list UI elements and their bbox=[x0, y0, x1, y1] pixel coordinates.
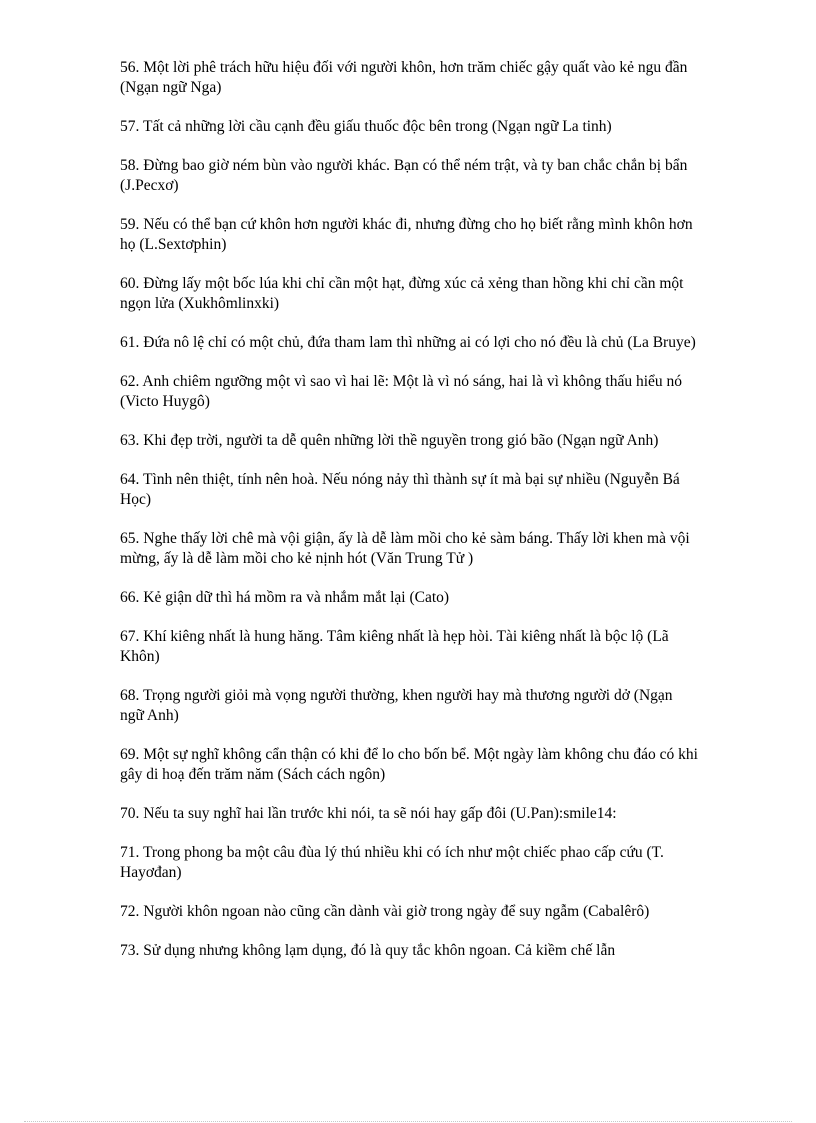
quote-list bbox=[120, 58, 700, 980]
quote-61: 61. Đứa nô lệ chỉ có một chủ, đứa tham lam thì những ai có lợi cho nó đều là chủ (La Bruye) bbox=[120, 334, 696, 351]
quote-58: 58. Đừng bao giờ ném bùn vào người khác. Bạn có thể ném trật, và ty ban chắc chắn bị bẩn (J.Pecxơ) bbox=[120, 157, 688, 194]
quote-71: 71. Trong phong ba một câu đùa lý thú nhiều khi có ích như một chiếc phao cấp cứu (T. Hayơđan) bbox=[120, 844, 664, 881]
quote-67: 67. Khí kiêng nhất là hung hăng. Tâm kiêng nhất là hẹp hòi. Tài kiêng nhất là bộc lộ (Lã Khôn) bbox=[120, 628, 669, 665]
quote-57: 57. Tất cả những lời cầu cạnh đều giấu thuốc độc bên trong (Ngạn ngữ La tinh) bbox=[120, 118, 612, 135]
quote-56: 56. Một lời phê trách hữu hiệu đối với người khôn, hơn trăm chiếc gậy quất vào kẻ ngu đần (Ngạn ngữ Nga) bbox=[120, 59, 688, 96]
quote-66: 66. Kẻ giận dữ thì há mồm ra và nhắm mắt lại (Cato) bbox=[120, 589, 450, 606]
quote-69: 69. Một sự nghĩ không cẩn thận có khi để lo cho bốn bể. Một ngày làm không chu đáo có khi gây di hoạ đến trăm năm (Sách cách ngôn) bbox=[120, 746, 698, 783]
quote-72: 72. Người khôn ngoan nào cũng cần dành vài giờ trong ngày để suy ngẫm (Cabalêrô) bbox=[120, 903, 650, 920]
quote-63: 63. Khi đẹp trời, người ta dễ quên những lời thề nguyền trong gió bão (Ngạn ngữ Anh) bbox=[120, 432, 659, 449]
page-break-line bbox=[24, 1121, 792, 1122]
quote-65: 65. Nghe thấy lời chê mà vội giận, ấy là dễ làm mồi cho kẻ sàm báng. Thấy lời khen mà vội mừng, ấy là dễ làm mồi cho kẻ nịnh hót (Văn Trung Tử ) bbox=[120, 530, 690, 567]
quote-73: 73. Sử dụng nhưng không lạm dụng, đó là quy tắc khôn ngoan. Cả kiềm chế lẫn bbox=[120, 942, 616, 959]
quote-70: 70. Nếu ta suy nghĩ hai lần trước khi nói, ta sẽ nói hay gấp đôi (U.Pan):smile14: bbox=[120, 805, 617, 822]
quote-59: 59. Nếu có thể bạn cứ khôn hơn người khác đi, nhưng đừng cho họ biết rằng mình khôn hơn họ (L.Sextơphin) bbox=[120, 216, 693, 253]
quote-62: 62. Anh chiêm ngưỡng một vì sao vì hai lẽ: Một là vì nó sáng, hai là vì không thấu hiểu nó (Victo Huygô) bbox=[120, 373, 683, 410]
quote-64: 64. Tình nên thiệt, tính nên hoà. Nếu nóng nảy thì thành sự ít mà bại sự nhiều (Nguyễn Bá Học) bbox=[120, 471, 680, 508]
quote-60: 60. Đừng lấy một bốc lúa khi chỉ cần một hạt, đừng xúc cả xẻng than hồng khi chỉ cần một ngọn lửa (Xukhômlinxki) bbox=[120, 275, 684, 312]
quote-68: 68. Trọng người giỏi mà vọng người thường, khen người hay mà thương người dở (Ngạn ngữ Anh) bbox=[120, 687, 673, 724]
